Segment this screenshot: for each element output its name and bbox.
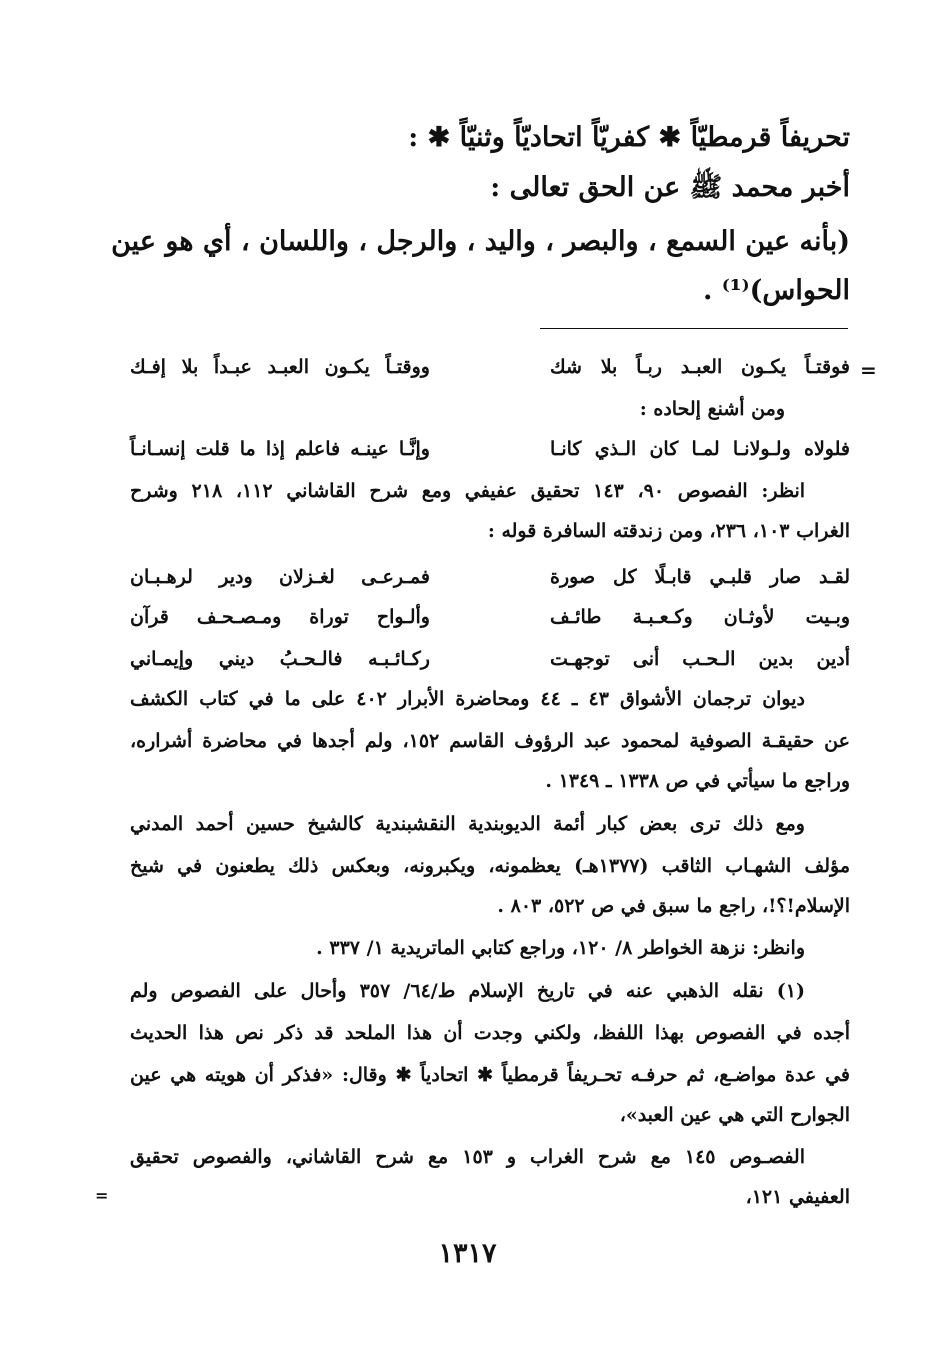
verse-row-3 <box>0 566 935 596</box>
footnote-1c: في عدة مواضـع، ثم حرفـه تحـريفاً قرمطياً ✱ اتحادياً ✱ وقال: «فذكر أن هويته هي عين <box>130 1064 850 1086</box>
footnote-2b: العفيفي ١٢١، <box>745 1186 850 1208</box>
verse-5-hemistich-2: ركـائـبـه فالـحـبُ ديني وإيمـاني <box>130 648 430 670</box>
verse-5-hemistich-1: أدين بدين الـحـب أنى توجهـت <box>550 648 850 670</box>
note-line-4: وانظر: نزهة الخواطر ٨/ ١٢٠، وراجع كتابي الماتريدية ١/ ٣٣٧ . <box>316 937 805 959</box>
verse-row-2 <box>0 438 935 468</box>
note-line-2a: ديوان ترجمان الأشواق ٤٣ ـ ٤٤ ومحاضرة الأبرار ٤٠٢ على ما في كتاب الكشف <box>130 688 805 710</box>
verse-3-hemistich-1: لقـد صار قلبـي قابـلًا كل صورة <box>550 566 850 588</box>
verse-4-hemistich-1: وبـيت لأوثـان وكـعـبـة طائـف <box>550 606 850 628</box>
main-text-line-4: الحواس)⁽¹⁾ . <box>702 275 850 306</box>
footnote-1b: أجده في الفصوص بهذا اللفظ، ولكني وجدت أن هذا الملحد قد ذكر نص هذا الحديث <box>130 1022 850 1044</box>
footnote-1d: الجوارح التي هي عين العبد»، <box>619 1104 850 1126</box>
note-line-1a: انظر: الفصوص ٩٠، ١٤٣ تحقيق عفيفي ومع شرح القاشاني ١١٢، ٢١٨ وشرح <box>130 480 806 502</box>
verse-2-hemistich-2: وإنَّـا عينـه فاعلم إذا ما قلت إنسـانـاً <box>130 438 430 460</box>
note-line-2b: عن حقيقـة الصوفية لمحمود عبد الرؤوف القاسم ١٥٢، ولم أجدها في محاضرة أشراره، <box>130 730 850 752</box>
verse-row-1 <box>0 356 935 386</box>
footer-continuation-mark: = <box>95 1186 109 1205</box>
note-line-3a: ومع ذلك ترى بعض كبار أئمة الديوبندية النقشبندية كالشيخ حسين أحمد المدني <box>130 813 805 835</box>
footnote-separator <box>540 328 848 329</box>
continuation-mark: = <box>860 358 877 382</box>
verse-1-hemistich-1: فوقتـاً يكـون العبـد ربـاً بلا شك <box>550 356 850 378</box>
note-intro: ومن أشنع إلحاده : <box>639 398 785 420</box>
verse-2-hemistich-1: فلولاه ولـولانـا لمـا كان الـذي كانـا <box>550 438 850 460</box>
verse-row-5 <box>0 648 935 678</box>
verse-1-hemistich-2: ووقتـاً يكـون العبـد عبـداً بلا إفـك <box>130 356 430 378</box>
main-text-line-2: أخبر محمد ﷺ عن الحق تعالى : <box>490 172 850 203</box>
footnote-1a: (١) نقله الذهبي عنه في تاريخ الإسلام ط/٦٤/ ٣٥٧ وأحال على الفصوص ولم <box>130 980 805 1002</box>
page-number: ١٣١٧ <box>438 1238 497 1269</box>
verse-row-4 <box>0 606 935 636</box>
note-line-2c: وراجع ما سيأتي في ص ١٣٣٨ ـ ١٣٤٩ . <box>545 770 850 792</box>
note-line-1b: الغراب ١٠٣، ٢٣٦، ومن زندقته السافرة قوله : <box>487 520 850 542</box>
verse-3-hemistich-2: فمـرعـى لغـزلان ودير لرهـبـان <box>130 566 430 588</box>
main-text-line-1: تحريفاً قرمطيّاً ✱ كفريّاً اتحاديّاً وثنيّاً ✱ : <box>408 122 850 153</box>
main-text-line-3: (بأنه عين السمع ، والبصر ، واليد ، والرجل ، واللسان ، أي هو عين <box>111 226 850 257</box>
note-line-3c: الإسلام!؟!، راجع ما سبق في ص ٥٢٢، ٨٠٣ . <box>497 895 850 917</box>
note-line-3b: مؤلف الشهـاب الثاقب (١٣٧٧هـ) يعظمونه، ويكبرونه، وبعكس ذلك يطعنون في شيخ <box>130 855 850 877</box>
footnote-2a: الفصـوص ١٤٥ مع شرح الغراب و ١٥٣ مع شرح القاشاني، والفصوص تحقيق <box>130 1146 806 1168</box>
verse-4-hemistich-2: وألـواح توراة ومـصـحـف قرآن <box>130 606 430 628</box>
